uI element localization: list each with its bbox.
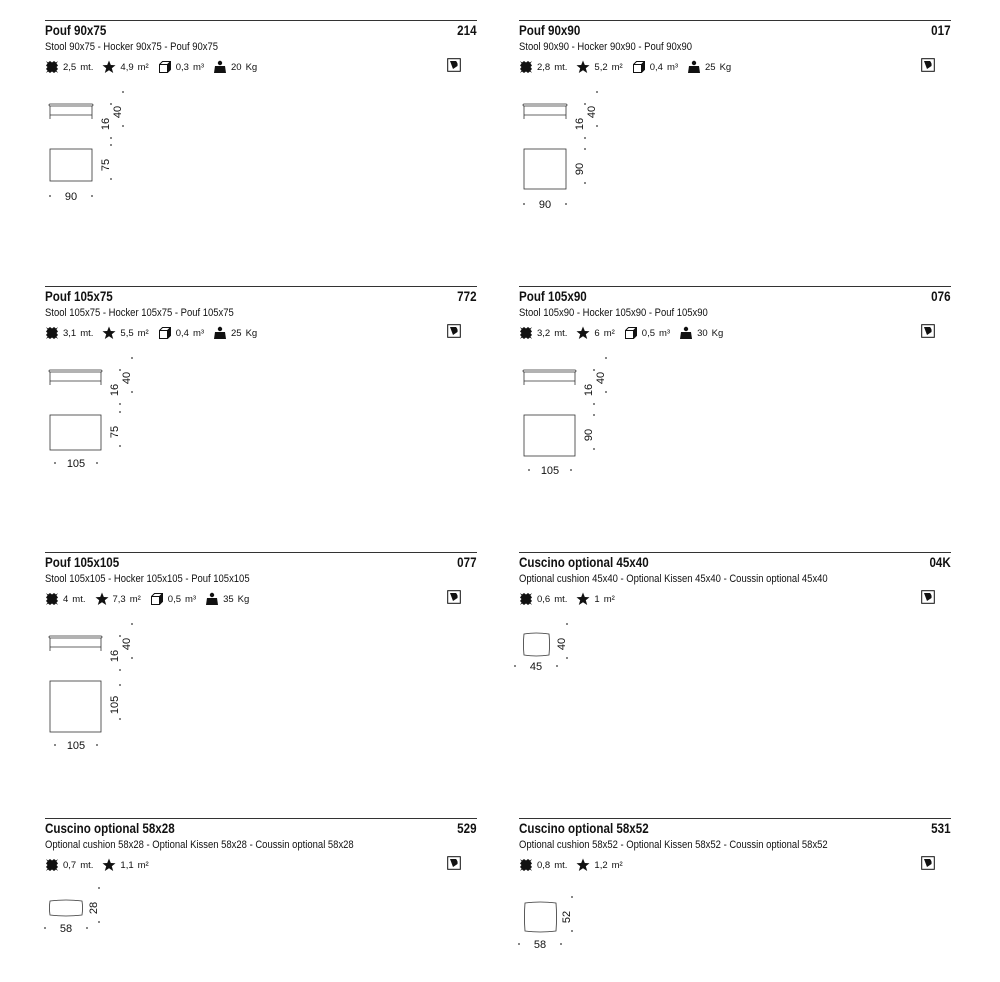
product-subtitle: Optional cushion 58x28 - Optional Kissen 58x28 - Coussin optional 58x28 (45, 839, 354, 851)
dimension-tick (44, 927, 46, 929)
volume-value: 0,3 (175, 61, 189, 73)
dimension-tick (91, 195, 93, 197)
seat-height-label: 16 (109, 649, 121, 663)
dimension-drawing (45, 20, 477, 270)
dimension-drawing (519, 286, 951, 536)
length-unit: mt. (554, 61, 568, 73)
length-unit: mt. (554, 859, 568, 871)
dimension-drawing (45, 286, 477, 536)
product-title: Pouf 105x75 (45, 289, 113, 304)
weight-unit: Kg (245, 61, 258, 73)
top-view (50, 411, 121, 470)
area-unit: m² (611, 859, 623, 871)
seat-height-label: 16 (574, 117, 586, 131)
height-label: 40 (556, 637, 568, 651)
product-code: 772 (457, 289, 477, 304)
dimension-tick (584, 103, 586, 105)
dimension-tick (96, 744, 98, 746)
product-card (45, 20, 477, 270)
dimension-tick (119, 369, 121, 371)
product-subtitle: Stool 105x90 - Hocker 105x90 - Pouf 105x90 (519, 307, 708, 319)
length-unit: mt. (80, 859, 94, 871)
weight-unit: Kg (245, 327, 258, 339)
product-title: Pouf 90x90 (519, 23, 581, 38)
area-value: 5,5 (120, 327, 134, 339)
volume-unit: m³ (192, 327, 205, 339)
dimension-tick (556, 665, 558, 667)
area-unit: m² (137, 859, 149, 871)
dimension-drawing (45, 552, 477, 802)
product-title: Cuscino optional 45x40 (519, 555, 649, 570)
seat-height-label: 16 (583, 383, 595, 397)
side-view (49, 357, 133, 405)
dimension-tick (593, 403, 595, 405)
product-card (45, 552, 477, 802)
dimension-tick (119, 635, 121, 637)
total-height-label: 40 (121, 371, 133, 385)
dimension-tick (584, 182, 586, 184)
dimension-tick (49, 195, 51, 197)
area-unit: m² (603, 593, 615, 605)
width-label: 105 (540, 465, 560, 477)
volume-unit: m³ (659, 327, 671, 339)
area-unit: m² (603, 327, 615, 339)
length-value: 2,8 (537, 61, 551, 73)
area-unit: m² (137, 327, 149, 339)
depth-label: 90 (574, 162, 586, 176)
product-code: 529 (457, 821, 477, 836)
side-view (49, 91, 124, 139)
cushion-view (514, 623, 568, 673)
product-card (519, 20, 951, 270)
dimension-tick (571, 896, 573, 898)
dimension-tick (119, 669, 121, 671)
area-value: 7,3 (112, 593, 126, 605)
seat-height-label: 16 (109, 383, 121, 397)
cushion-view (518, 896, 573, 951)
length-unit: mt. (554, 593, 568, 605)
length-value: 4 (63, 593, 69, 605)
depth-label: 90 (583, 428, 595, 442)
dimension-tick (560, 943, 562, 945)
dimension-tick (605, 391, 607, 393)
top-view (523, 148, 586, 211)
product-card (519, 818, 951, 978)
dimension-tick (528, 469, 530, 471)
width-label: 90 (64, 191, 78, 203)
length-value: 3,2 (537, 327, 551, 339)
area-value: 1,2 (594, 859, 608, 871)
side-view (49, 623, 133, 671)
dimension-tick (131, 657, 133, 659)
width-label: 45 (529, 661, 543, 673)
weight-unit: Kg (711, 327, 724, 339)
dimension-tick (86, 927, 88, 929)
volume-value: 0,4 (649, 61, 663, 73)
dimension-tick (570, 469, 572, 471)
dimension-tick (119, 445, 121, 447)
dimension-drawing (519, 20, 951, 270)
dimension-tick (110, 144, 112, 146)
product-subtitle: Stool 105x75 - Hocker 105x75 - Pouf 105x75 (45, 307, 234, 319)
weight-value: 25 (705, 61, 716, 73)
dimension-tick (605, 357, 607, 359)
product-title: Pouf 90x75 (45, 23, 107, 38)
dimension-tick (119, 411, 121, 413)
dimension-tick (596, 91, 598, 93)
product-subtitle: Stool 90x75 - Hocker 90x75 - Pouf 90x75 (45, 41, 219, 53)
weight-unit: Kg (719, 61, 732, 73)
dimension-tick (110, 103, 112, 105)
volume-value: 0,5 (641, 327, 656, 339)
product-code: 531 (931, 821, 951, 836)
area-unit: m² (137, 61, 149, 73)
dimension-tick (119, 684, 121, 686)
dimension-tick (119, 718, 121, 720)
dimension-tick (514, 665, 516, 667)
product-title: Cuscino optional 58x52 (519, 821, 649, 836)
volume-value: 0,4 (175, 327, 189, 339)
area-value: 1,1 (120, 859, 134, 871)
product-code: 076 (931, 289, 951, 304)
product-card (45, 818, 477, 978)
length-value: 2,5 (63, 61, 77, 73)
width-label: 58 (59, 923, 73, 935)
area-unit: m² (129, 593, 141, 605)
product-subtitle: Optional cushion 58x52 - Optional Kissen 58x52 - Coussin optional 58x52 (519, 839, 828, 851)
width-label: 58 (533, 939, 547, 951)
cushion-view (44, 887, 100, 935)
depth-label: 75 (109, 425, 121, 439)
dimension-tick (593, 448, 595, 450)
dimension-tick (131, 391, 133, 393)
length-value: 3,1 (63, 327, 77, 339)
area-value: 4,9 (120, 61, 134, 73)
depth-label: 105 (109, 695, 121, 715)
product-subtitle: Stool 105x105 - Hocker 105x105 - Pouf 105x105 (45, 573, 250, 585)
volume-unit: m³ (666, 61, 679, 73)
side-view (523, 91, 598, 139)
length-unit: mt. (72, 593, 86, 605)
dimension-tick (593, 369, 595, 371)
width-label: 90 (538, 199, 552, 211)
product-code: 04K (929, 555, 951, 570)
length-value: 0,8 (537, 859, 551, 871)
seat-height-label: 16 (100, 117, 112, 131)
dimension-tick (54, 744, 56, 746)
product-subtitle: Stool 90x90 - Hocker 90x90 - Pouf 90x90 (519, 41, 693, 53)
height-label: 52 (561, 910, 573, 924)
dimension-tick (566, 623, 568, 625)
dimension-tick (131, 357, 133, 359)
total-height-label: 40 (121, 637, 133, 651)
length-unit: mt. (80, 327, 94, 339)
width-label: 105 (66, 458, 86, 470)
dimension-tick (110, 178, 112, 180)
dimension-tick (122, 91, 124, 93)
dimension-tick (523, 203, 525, 205)
area-value: 1 (594, 593, 600, 605)
dimension-tick (98, 921, 100, 923)
weight-value: 30 (697, 327, 708, 339)
area-value: 5,2 (594, 61, 608, 73)
total-height-label: 40 (112, 105, 124, 119)
depth-label: 75 (100, 158, 112, 172)
product-code: 214 (457, 23, 477, 38)
weight-unit: Kg (237, 593, 250, 605)
dimension-tick (596, 125, 598, 127)
length-unit: mt. (554, 327, 568, 339)
dimension-tick (119, 403, 121, 405)
top-view (524, 414, 595, 477)
product-card (519, 552, 951, 802)
total-height-label: 40 (595, 371, 607, 385)
dimension-drawing (519, 552, 951, 802)
dimension-tick (110, 137, 112, 139)
area-value: 6 (594, 327, 600, 339)
dimension-tick (131, 623, 133, 625)
product-subtitle: Optional cushion 45x40 - Optional Kissen 45x40 - Coussin optional 45x40 (519, 573, 828, 585)
height-label: 28 (88, 901, 100, 915)
dimension-tick (565, 203, 567, 205)
length-unit: mt. (80, 61, 94, 73)
product-title: Cuscino optional 58x28 (45, 821, 175, 836)
volume-value: 0,5 (167, 593, 182, 605)
dimension-drawing (45, 818, 477, 978)
dimension-tick (518, 943, 520, 945)
weight-value: 25 (231, 327, 242, 339)
product-card (519, 286, 951, 536)
product-title: Pouf 105x105 (45, 555, 120, 570)
product-code: 077 (457, 555, 477, 570)
dimension-tick (571, 930, 573, 932)
product-code: 017 (931, 23, 951, 38)
side-view (523, 357, 607, 405)
area-unit: m² (611, 61, 623, 73)
product-card (45, 286, 477, 536)
dimension-tick (54, 462, 56, 464)
dimension-drawing (519, 818, 951, 978)
product-title: Pouf 105x90 (519, 289, 587, 304)
length-value: 0,6 (537, 593, 551, 605)
length-value: 0,7 (63, 859, 77, 871)
dimension-tick (96, 462, 98, 464)
dimension-tick (584, 148, 586, 150)
width-label: 105 (66, 740, 86, 752)
weight-value: 35 (223, 593, 234, 605)
weight-value: 20 (231, 61, 242, 73)
volume-unit: m³ (185, 593, 197, 605)
total-height-label: 40 (586, 105, 598, 119)
dimension-tick (584, 137, 586, 139)
dimension-tick (98, 887, 100, 889)
dimension-tick (566, 657, 568, 659)
dimension-tick (593, 414, 595, 416)
top-view (50, 681, 121, 752)
top-view (49, 144, 112, 203)
dimension-tick (122, 125, 124, 127)
volume-unit: m³ (192, 61, 205, 73)
